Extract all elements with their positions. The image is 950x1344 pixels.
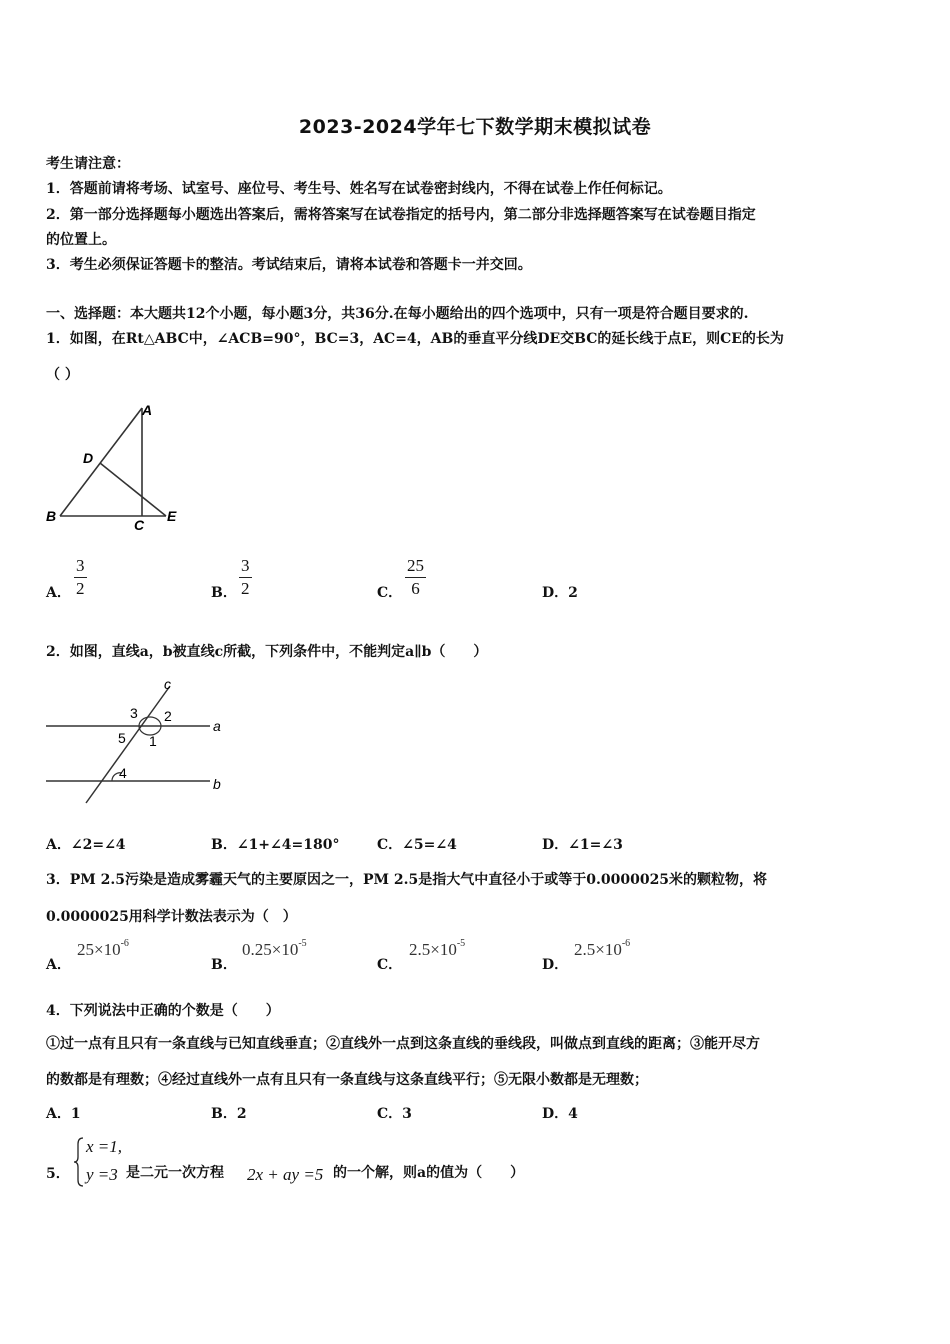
label-e: E bbox=[167, 508, 177, 524]
q3-option-a-value bbox=[77, 940, 129, 960]
q2-option-d: D．∠1=∠3 bbox=[542, 837, 623, 853]
fraction-bar bbox=[74, 577, 87, 578]
q4-option-b: B．2 bbox=[211, 1106, 247, 1122]
q1-option-c-label: C． bbox=[377, 585, 403, 601]
q4-statements-line2: 的数都是有理数；④经过直线外一点有且只有一条直线与这条直线平行；⑤无限小数都是无理数； bbox=[46, 1072, 648, 1088]
q1-stem: 1．如图，在Rt△ABC中，∠ACB=90°，BC=3，AC=4，AB的垂直平分线DE交BC的延长线于点E，则CE的长为 bbox=[46, 331, 784, 347]
q5-equation: 2x + ay =5 bbox=[247, 1165, 324, 1184]
label-c-line: c bbox=[164, 676, 171, 692]
fraction-numerator: 3 bbox=[76, 556, 85, 575]
angle-label-3: 3 bbox=[130, 705, 138, 721]
q2-stem: 2．如图，直线a，b被直线c所截，下列条件中，不能判定a∥b（ ） bbox=[46, 644, 488, 660]
fraction-bar bbox=[405, 577, 426, 578]
label-a-line: a bbox=[213, 718, 221, 734]
label-b: B bbox=[46, 508, 57, 524]
notice-item-3: 3．考生必须保证答题卡的整洁。考试结束后，请将本试卷和答题卡一并交回。 bbox=[46, 257, 532, 273]
label-a: A bbox=[142, 402, 153, 418]
q3-option-d-value bbox=[574, 940, 630, 960]
q1-paren: （ ） bbox=[46, 367, 79, 383]
q5-system-eq2: y =3 bbox=[86, 1165, 118, 1184]
q3-option-d-label: D． bbox=[542, 957, 569, 973]
sci-exponent: -5 bbox=[456, 938, 466, 950]
angle-label-1: 1 bbox=[149, 733, 157, 749]
page-title: 2023-2024学年七下数学期末模拟试卷 bbox=[298, 116, 652, 138]
segment-ab bbox=[60, 408, 142, 516]
notice-item-2: 2．第一部分选择题每小题选出答案后，需将答案写在试卷指定的括号内，第二部分非选择题答案写在试卷题目指定 bbox=[46, 207, 756, 223]
q3-option-a-label: A． bbox=[46, 957, 71, 973]
q1-option-c-fraction bbox=[405, 556, 426, 599]
fraction-numerator: 3 bbox=[241, 556, 250, 575]
q2-option-b: B．∠1+∠4=180° bbox=[211, 837, 340, 853]
label-b-line: b bbox=[213, 776, 221, 792]
notice-item-2-cont: 的位置上。 bbox=[46, 232, 116, 248]
notice-heading: 考生请注意： bbox=[46, 156, 130, 172]
sci-exponent: -6 bbox=[120, 938, 129, 950]
q3-option-b-label: B． bbox=[211, 957, 237, 973]
line-c bbox=[86, 686, 170, 803]
sci-base: 2.5×10 bbox=[409, 940, 457, 959]
q1-option-d: D．2 bbox=[542, 585, 578, 601]
angle-label-2: 2 bbox=[164, 708, 172, 724]
q4-option-d: D．4 bbox=[542, 1106, 578, 1122]
q1-option-b-fraction bbox=[239, 556, 252, 599]
angle-label-4: 4 bbox=[119, 765, 127, 781]
q3-option-c-value bbox=[409, 940, 465, 960]
q4-option-c: C．3 bbox=[377, 1106, 412, 1122]
q5-text-2: 的一个解，则a的值为（ ） bbox=[333, 1165, 525, 1181]
q3-option-c-label: C． bbox=[377, 957, 403, 973]
q2-option-a: A．∠2=∠4 bbox=[46, 837, 126, 853]
q3-option-b-value bbox=[242, 940, 307, 960]
section-heading: 一、选择题：本大题共12个小题，每小题3分，共36分.在每小题给出的四个选项中，只有一项是符合题目要求的. bbox=[46, 306, 749, 322]
fraction-denominator: 2 bbox=[76, 579, 85, 598]
q4-option-a: A．1 bbox=[46, 1106, 81, 1122]
label-d: D bbox=[83, 450, 94, 466]
q5-text-1: 是二元一次方程 bbox=[126, 1165, 224, 1181]
q3-stem-line2: 0.0000025用科学计数法表示为（ ） bbox=[46, 909, 297, 925]
sci-base: 2.5×10 bbox=[574, 940, 622, 959]
sci-base: 25×10 bbox=[77, 940, 121, 959]
q1-option-b-label: B． bbox=[211, 585, 237, 601]
q3-stem-line1: 3．PM 2.5污染是造成雾霾天气的主要原因之一，PM 2.5是指大气中直径小于或等于0.0000025米的颗粒物，将 bbox=[46, 872, 768, 888]
q2-parallel-lines-figure bbox=[40, 675, 240, 810]
label-c: C bbox=[134, 517, 145, 533]
q1-triangle-figure bbox=[40, 398, 190, 538]
q4-stem: 4．下列说法中正确的个数是（ ） bbox=[46, 1003, 280, 1019]
segment-de bbox=[100, 463, 166, 516]
sci-base: 0.25×10 bbox=[242, 940, 299, 959]
fraction-numerator: 25 bbox=[407, 556, 424, 575]
sci-exponent: -6 bbox=[621, 938, 631, 950]
q1-option-a-label: A． bbox=[46, 585, 71, 601]
q5-number: 5． bbox=[46, 1166, 70, 1182]
fraction-bar bbox=[239, 577, 252, 578]
sci-exponent: -5 bbox=[298, 938, 307, 950]
q1-option-a-fraction bbox=[74, 556, 87, 599]
notice-item-1: 1．答题前请将考场、试室号、座位号、考生号、姓名写在试卷密封线内，不得在试卷上作任何标记。 bbox=[46, 181, 672, 197]
angle-label-5: 5 bbox=[118, 730, 126, 746]
q2-option-c: C．∠5=∠4 bbox=[377, 837, 457, 853]
fraction-denominator: 6 bbox=[411, 579, 420, 598]
q5-brace-icon bbox=[73, 1136, 85, 1188]
q4-statements-line1: ①过一点有且只有一条直线与已知直线垂直；②直线外一点到这条直线的垂线段，叫做点到直线的距离；③能开尽方 bbox=[46, 1036, 760, 1052]
q5-system-eq1: x =1, bbox=[86, 1137, 123, 1156]
fraction-denominator: 2 bbox=[241, 579, 250, 598]
